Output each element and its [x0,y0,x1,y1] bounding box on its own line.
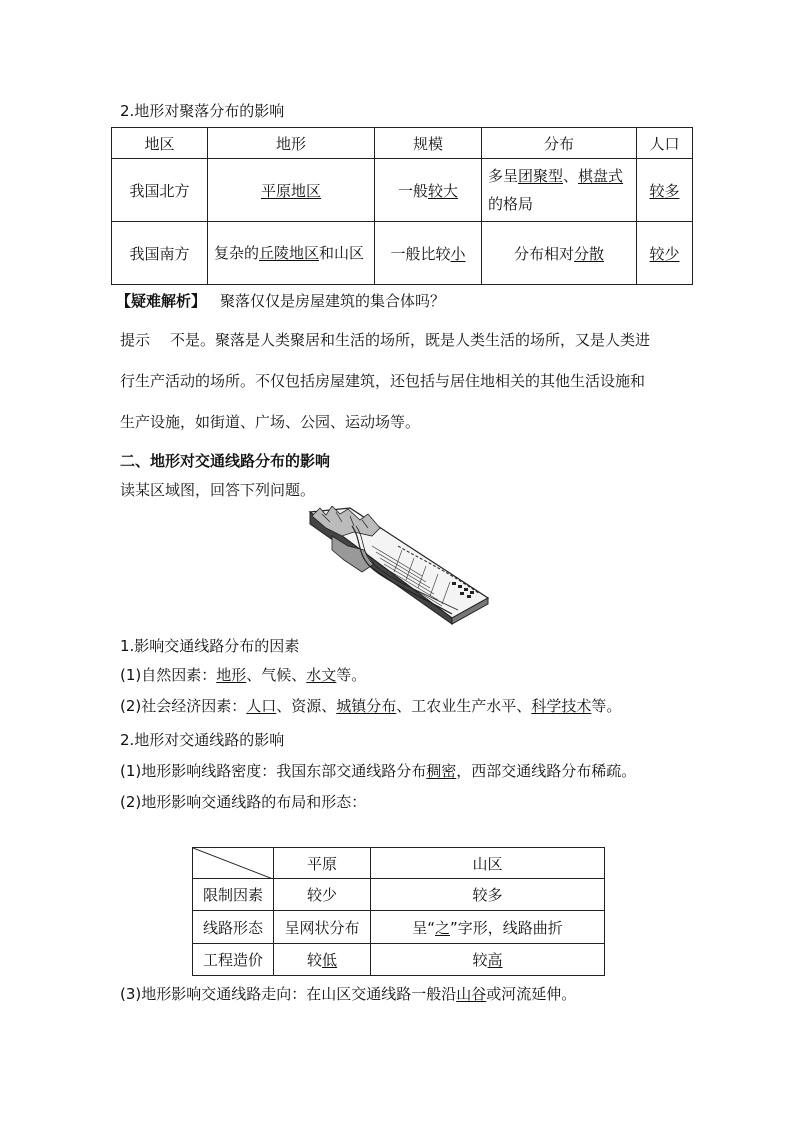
terrain-block-diagram [302,506,492,626]
table-row [193,944,605,976]
analysis-question: 【疑难解析】 聚落仅仅是房屋建筑的集合体吗？ [116,292,446,310]
influence-direction: (3)地形影响交通线路走向：在山区交通线路一般沿山谷或河流延伸。 [120,985,577,1003]
factors-social: (2)社会经济因素：人口、资源、城镇分布、工农业生产水平、科学技术等。 [120,697,622,715]
cell-region: 我国南方 [112,222,208,285]
table-row [193,879,605,911]
factors-natural: (1)自然因素：地形、气候、水文等。 [120,666,367,684]
table-row [112,159,693,222]
settlement-table [111,127,693,285]
table-header: 人口 [637,128,693,159]
table-header: 分布 [482,128,637,159]
table-header: 规模 [375,128,482,159]
analysis-hint-line: 提示 不是。聚落是人类聚居和生活的场所，既是人类生活的场所，又是人类进 [120,331,651,349]
table-header: 地区 [112,128,208,159]
cell-distribution: 多呈团聚型、棋盘式的格局 [482,159,637,222]
factors-title: 1.影响交通线路分布的因素 [120,637,300,655]
route-table [192,847,605,976]
cell-mountain: 呈“之”字形，线路曲折 [371,911,605,944]
row-label: 工程造价 [193,944,274,976]
cell-plain: 较少 [274,879,371,911]
cell-population: 较少 [637,222,693,285]
cell-terrain: 平原地区 [208,159,375,222]
influence-layout: (2)地形影响交通线路的布局和形态： [120,793,367,811]
diagonal-line [193,848,273,879]
cell-distribution: 分布相对分散 [482,222,637,285]
table-row [193,911,605,944]
cell-scale: 一般比较小 [375,222,482,285]
influence-title: 2.地形对交通线路的影响 [120,731,285,749]
row-label: 限制因素 [193,879,274,911]
influence-density: (1)地形影响线路密度：我国东部交通线路分布稠密，西部交通线路分布稀疏。 [120,762,637,780]
analysis-hint-line: 生产设施，如街道、广场、公园、运动场等。 [120,413,421,431]
table-header: 山区 [371,848,605,879]
cell-terrain: 复杂的丘陵地区和山区 [208,222,375,285]
part-heading: 二、地形对交通线路分布的影响 [120,452,331,470]
analysis-hint-line: 行生产活动的场所。不仅包括房屋建筑，还包括与居住地相关的其他生活设施和 [120,372,646,390]
section-title: 2.地形对聚落分布的影响 [120,102,285,120]
cell-scale: 一般较大 [375,159,482,222]
cell-plain: 较低 [274,944,371,976]
table-header: 地形 [208,128,375,159]
diagonal-header-cell [193,848,274,879]
table-header: 平原 [274,848,371,879]
cell-region: 我国北方 [112,159,208,222]
cell-plain: 呈网状分布 [274,911,371,944]
table-row [112,222,693,285]
cell-population: 较多 [637,159,693,222]
cell-mountain: 较高 [371,944,605,976]
row-label: 线路形态 [193,911,274,944]
read-prompt: 读某区域图，回答下列问题。 [120,481,316,499]
cell-mountain: 较多 [371,879,605,911]
